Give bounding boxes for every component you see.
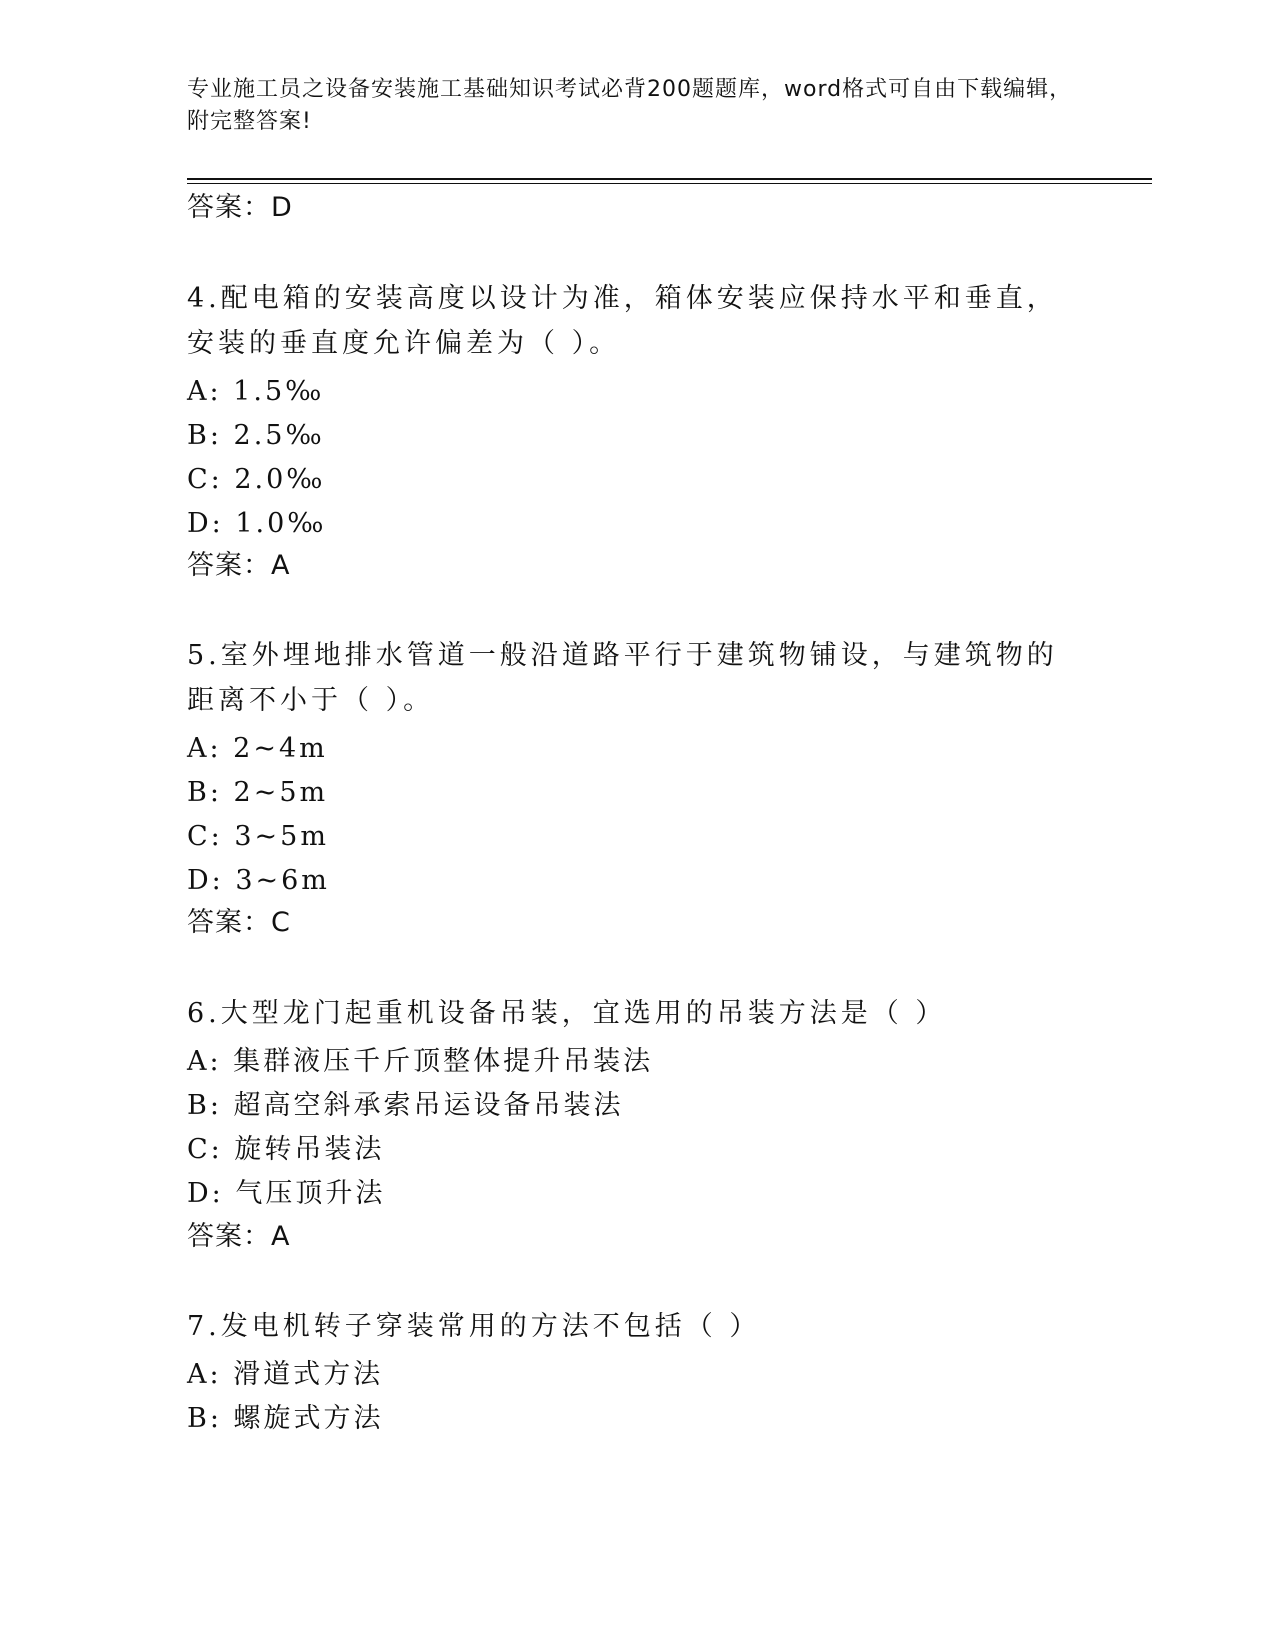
question-5-option-c: C: 3~5m	[187, 821, 329, 852]
question-7-text: 7.发电机转子穿装常用的方法不包括（ ）	[187, 1311, 761, 1342]
question-5-text: 5.室外埋地排水管道一般沿道路平行于建筑物铺设，与建筑物的距离不小于（ ）。	[187, 640, 1058, 716]
question-6-text: 6.大型龙门起重机设备吊装，宜选用的吊装方法是（ ）	[187, 998, 947, 1029]
header-divider-thick	[187, 178, 1152, 180]
question-7-option-a: A: 滑道式方法	[187, 1359, 384, 1390]
question-7-option-b: B: 螺旋式方法	[187, 1403, 384, 1434]
question-5-option-b: B: 2~5m	[187, 777, 329, 808]
question-4-answer: 答案：A	[187, 550, 291, 581]
page-header-title: 专业施工员之设备安装施工基础知识考试必背200题题库，word格式可自由下载编辑，附完整答案!	[187, 77, 1073, 134]
question-5-answer: 答案：C	[187, 907, 291, 938]
question-4-option-c: C: 2.0‰	[187, 464, 326, 495]
question-6-option-d: D: 气压顶升法	[187, 1178, 386, 1209]
prev-question-answer: 答案：D	[187, 192, 293, 223]
question-4-option-a: A: 1.5‰	[187, 376, 325, 407]
question-5-option-a: A: 2~4m	[187, 733, 328, 764]
question-4-option-d: D: 1.0‰	[187, 508, 327, 539]
question-5-option-d: D: 3~6m	[187, 865, 330, 896]
question-4-option-b: B: 2.5‰	[187, 420, 325, 451]
question-6-answer: 答案：A	[187, 1221, 291, 1252]
question-6-option-c: C: 旋转吊装法	[187, 1134, 385, 1165]
question-6-option-b: B: 超高空斜承索吊运设备吊装法	[187, 1090, 624, 1121]
question-6-option-a: A: 集群液压千斤顶整体提升吊装法	[187, 1046, 654, 1077]
header-divider-thin	[187, 183, 1152, 184]
question-4-text: 4.配电箱的安装高度以设计为准，箱体安装应保持水平和垂直，安装的垂直度允许偏差为（ ）。	[187, 283, 1058, 359]
